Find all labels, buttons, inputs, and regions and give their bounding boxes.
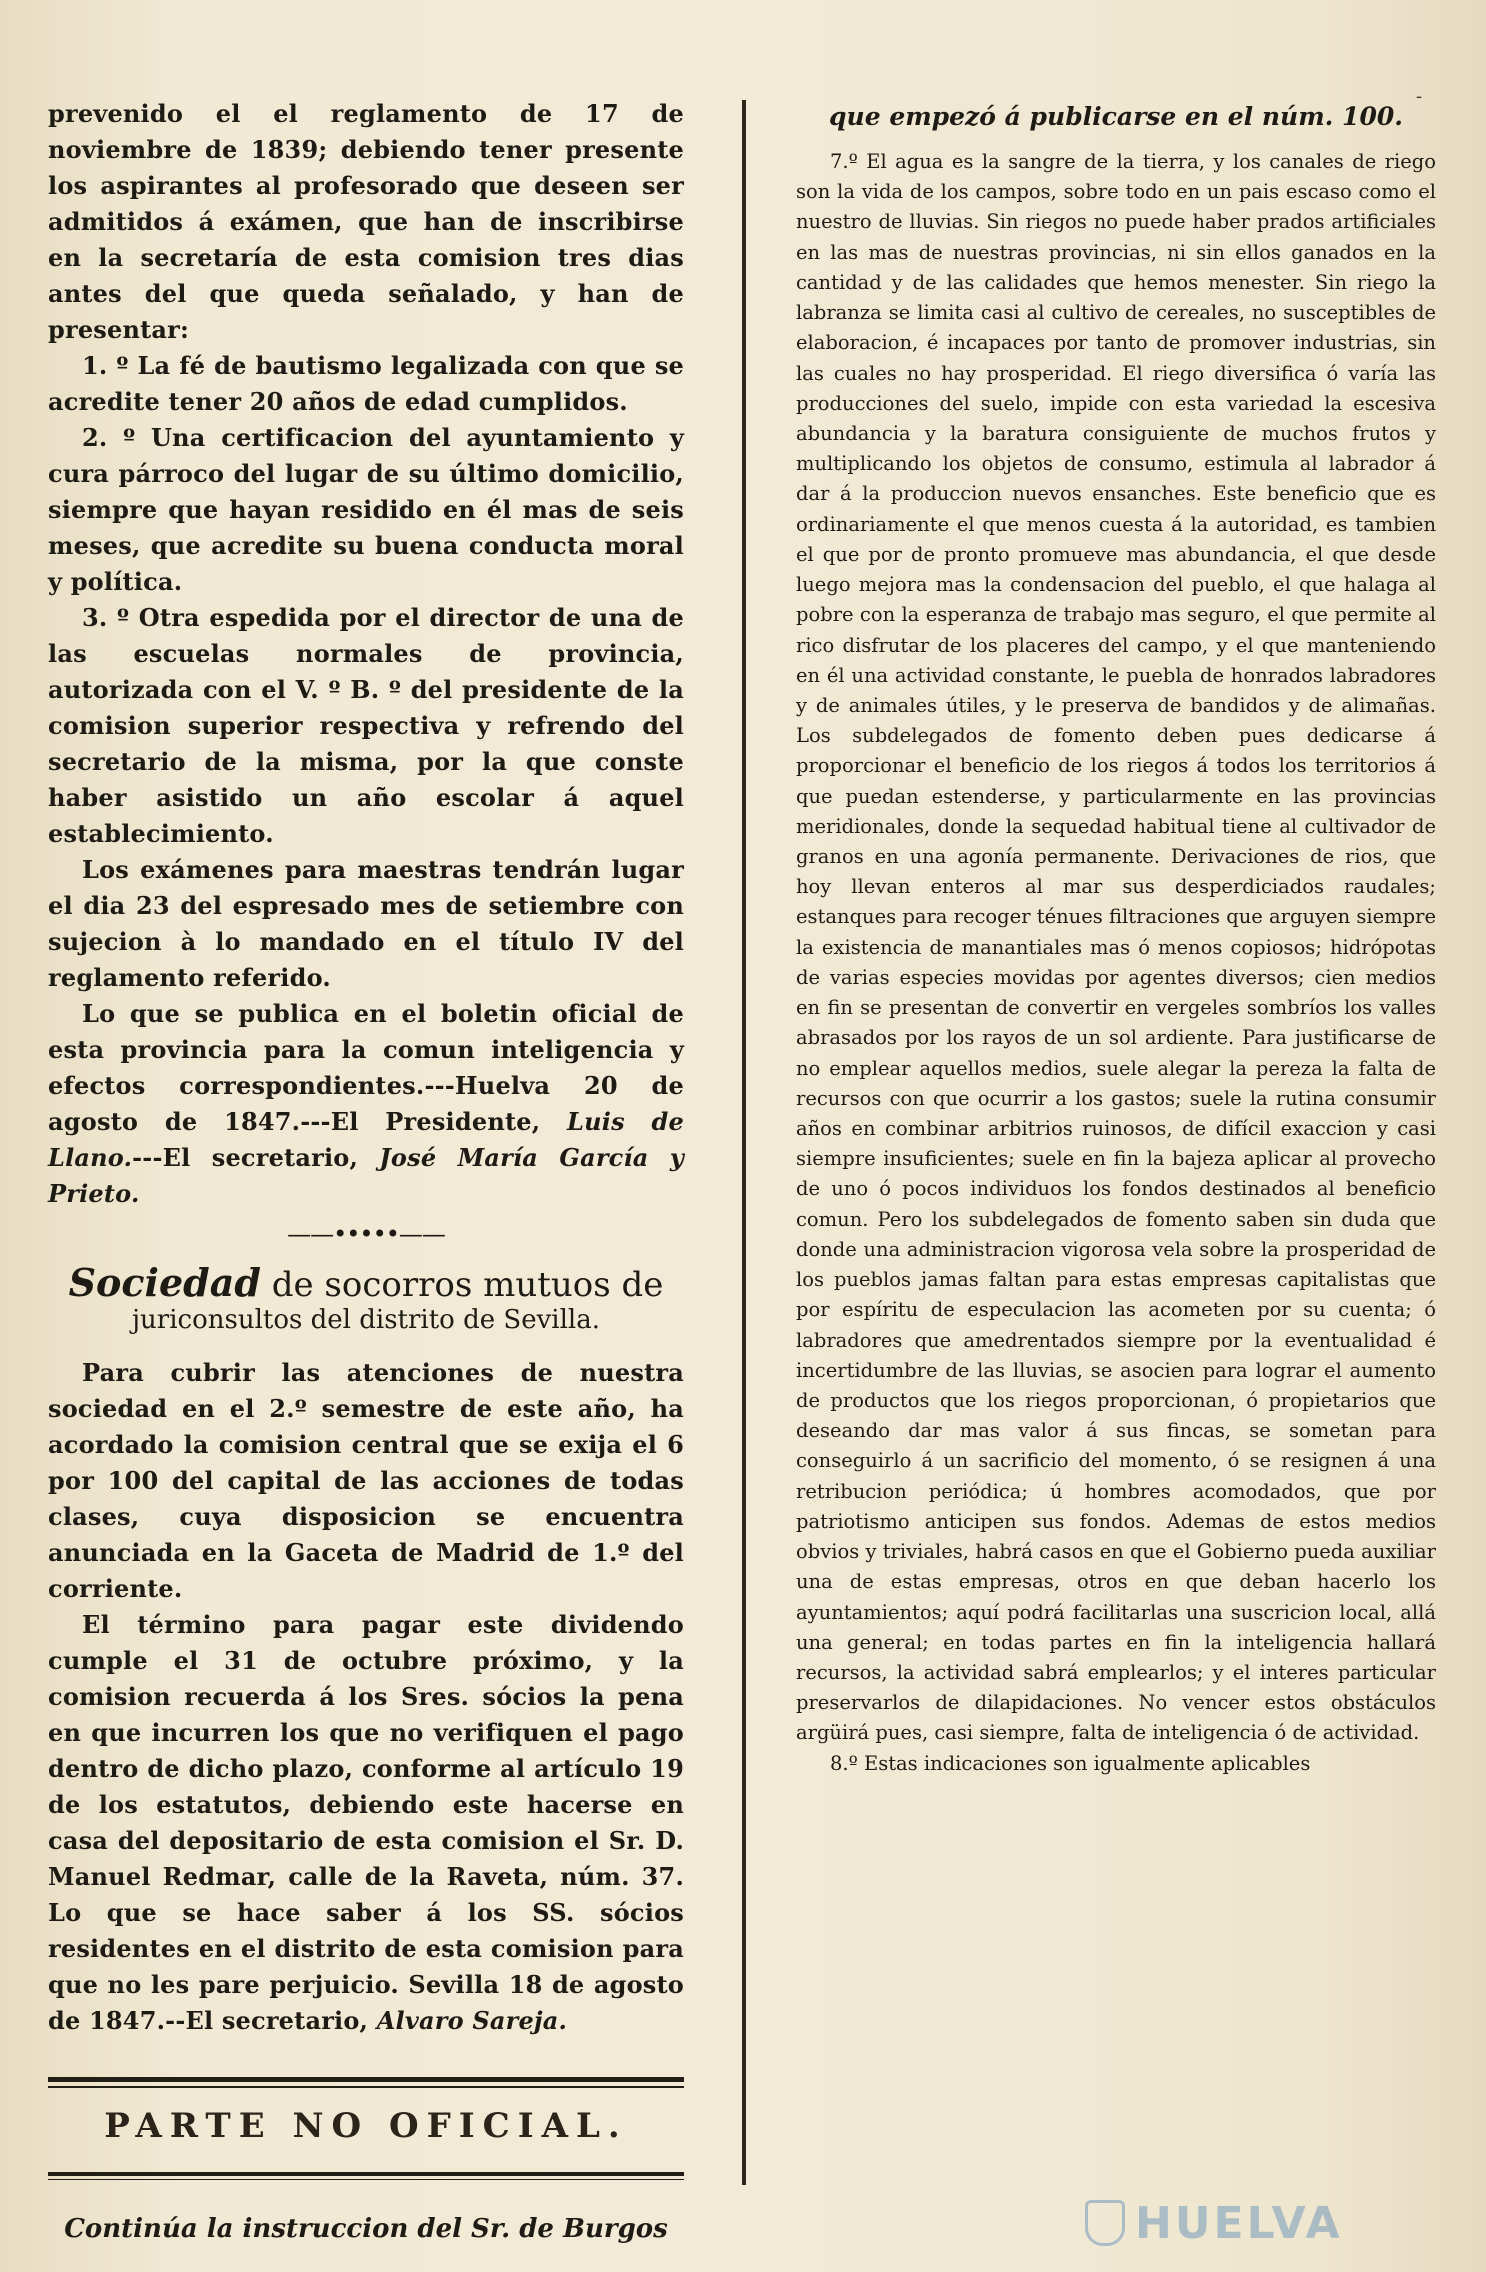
watermark-text: HUELVA: [1135, 2197, 1343, 2249]
section-title: [48, 1260, 684, 1305]
requirement-2: 2. º Una certificacion del ayuntamiento y cura párroco del lugar de su último domicilio, siempre que hayan residido en él mas de seis meses, que acredite su buena conducta moral y política.: [48, 423, 684, 596]
divider-thick: [48, 2077, 684, 2082]
continua-line: Continúa la instruccion del Sr. de Burgos: [64, 2214, 668, 2244]
sevilla-signature: Alvaro Sareja.: [376, 2006, 568, 2035]
requirement-3: 3. º Otra espedida por el director de una de las escuelas normales de provincia, autorizada con el V. º B. º del presidente de la comision superior respectiva y refrendo del secretario de la misma, por la que conste haber asistido un año escolar á aquel establecimiento.: [48, 603, 684, 848]
divider-bottom-thin: [48, 2179, 684, 2180]
paragraph-continued: prevenido el el reglamento de 17 de noviembre de 1839; debiendo tener presente los aspirantes al profesorado que deseen ser admitidos á exámen, que han de inscribirse en la secretaría de esta comision tres dias antes del que queda señalado, y han de presentar:: [48, 99, 684, 344]
huelva-watermark: [1085, 2195, 1415, 2251]
instruction-paragraph-7: 7.º El agua es la sangre de la tierra, y los canales de riego son la vida de los campos, sobre todo en un pais escaso como el nuestro de lluvias. Sin riegos no puede haber prados artificiales en las mas de nuestras provincias, ni sin ellos ganados en la cantidad y de las calidades que hemos menester. Sin riego la labranza se limita casi al cultivo de cereales, no susceptibles de elaboracion, é incapaces por tanto de promover industrias, sin las cuales no hay prosperidad. El riego diversifica ó varía las producciones del suelo, impide con esta variedad la escesiva abundancia y la baratura consiguiente de muchos frutos y multiplicando los objetos de consumo, estimula al labrador á dar á la produccion nuevos ensanches. Este beneficio que es ordinariamente el que menos cuesta á la autoridad, es tambien el que por de pronto promueve mas abundancia, el que desde luego mejora mas la condensacion del pueblo, el que halaga al pobre con la esperanza de trabajo mas seguro, el que permite al rico disfrutar de los placeres del campo, y el que manteniendo en él una actividad constante, le puebla de honrados labradores y de animales útiles, y le preserva de bandidos y de alimañas. Los subdelegados de fomento deben pues dedicarse á proporcionar el beneficio de los riegos á todos los territorios á que puedan estenderse, y particularmente en las provincias meridionales, donde la sequedad habitual tiene al cultivador de granos en una agonía permanente. Derivaciones de rios, que hoy llevan enteros al mar sus desperdiciados raudales; estanques para recoger ténues filtraciones que arguyen siempre la existencia de manantiales mas ó menos copiosos; hidrópotas de varias especies movidas por agentes diversos; cien medios en fin se presentan de convertir en vergeles sombríos los valles abrasados por los rayos de un sol ardiente. Para justificarse de no emplear aquellos medios, suele alegar la pereza la falta de recursos con que ocurrir a los gastos; suele la rutina consumir años en combinar arbitrios ruinosos, de difícil exaccion y casi siempre insuficientes; suele en fin la bajeza aplicar al provecho de uno ó pocos individuos los fondos destinados al beneficio comun. Pero los subdelegados de fomento saben sin duda que donde una administracion vigorosa vela sobre la prosperidad de los pueblos jamas faltan para estas empresas capitalistas que por espíritu de especulacion las acometen por su cuenta; ó labradores que amedrentados siempre por la eventualidad é incertidumbre de las lluvias, se asocien para lograr el aumento de productos que los riegos proporcionan, ó propietarios que deseando dar mas valor á sus fincas, se sometan para conseguirlo á un sacrificio del momento, ó se resignen á una retribucion periódica; ú hombres acomodados, que por patriotismo anticipen sus fondos. Ademas de estos medios obvios y triviales, habrá casos en que el Gobierno pueda auxiliar una de estas empresas, otros en que deban hacerlo los ayuntamientos; aquí podrá facilitarlas una suscricion local, allá una general; en todas partes en fin la inteligencia hallará recursos, la actividad sabrá emplearlos; y el interes particular preservarlos de dilapidaciones. No vencer estos obstáculos argüirá pues, casi siempre, falta de inteligencia ó de actividad.: [796, 150, 1436, 1745]
ornament-divider: ——•••••——: [287, 1220, 445, 1248]
left-column: [48, 96, 684, 2244]
divider-bottom: [48, 2172, 684, 2176]
secretary-label: ---El secretario,: [132, 1143, 359, 1172]
section-title-rest: de socorros mutuos de: [271, 1265, 664, 1305]
section-subtitle: juriconsultos del distrito de Sevilla.: [132, 1305, 600, 1335]
right-column: [796, 96, 1436, 1779]
requirement-1: 1. º La fé de bautismo legalizada con que se acredite tener 20 años de edad cumplidos.: [48, 351, 684, 416]
exam-date-paragraph: Los exámenes para maestras tendrán lugar el dia 23 del espresado mes de setiembre con sujecion à lo mandado en el título IV del reglamento referido.: [48, 855, 684, 992]
section-title-first-word: Sociedad: [68, 1260, 261, 1305]
instruction-paragraph-8: 8.º Estas indicaciones son igualmente aplicables: [830, 1751, 1311, 1775]
divider-thin: [48, 2086, 684, 2088]
secretary-signature: José María García y Prieto.: [48, 1143, 685, 1208]
parte-no-oficial-heading: PARTE NO OFICIAL.: [104, 2106, 628, 2146]
publication-paragraph: [48, 996, 684, 1212]
page-corner-mark: -: [1416, 86, 1423, 107]
column-divider: [742, 100, 746, 2185]
society-paragraph-2-text: El término para pagar este dividendo cumple el 31 de octubre próximo, y la comision recuerda á los Sres. sócios la pena en que incurren los que no verifiquen el pago dentro de dicho plazo, conforme al artículo 19 de los estatutos, debiendo este hacerse en casa del depositario de esta comision el Sr. D. Manuel Redmar, calle de la Raveta, núm. 37. Lo que se hace saber á los SS. sócios residentes en el distrito de esta comision para que no les pare perjuicio. Sevilla 18 de agosto de 1847.--El secretario,: [48, 1610, 684, 2035]
president-signature: Luis de Llano.: [48, 1107, 684, 1172]
society-paragraph-2: [48, 1607, 684, 2039]
shield-icon: [1085, 2200, 1125, 2246]
right-column-heading: que empezó á publicarse en el núm. 100.: [829, 102, 1403, 131]
publication-text: Lo que se publica en el boletin oficial de esta provincia para la comun inteligencia y efectos correspondientes.---Huelva 20 de agosto de 1847.---El Presidente,: [48, 999, 684, 1136]
society-paragraph-1: Para cubrir las atenciones de nuestra sociedad en el 2.º semestre de este año, ha acordado la comision central que se exija el 6 por 100 del capital de las acciones de todas clases, cuya disposicion se encuentra anunciada en la Gaceta de Madrid de 1.º del corriente.: [48, 1358, 684, 1603]
